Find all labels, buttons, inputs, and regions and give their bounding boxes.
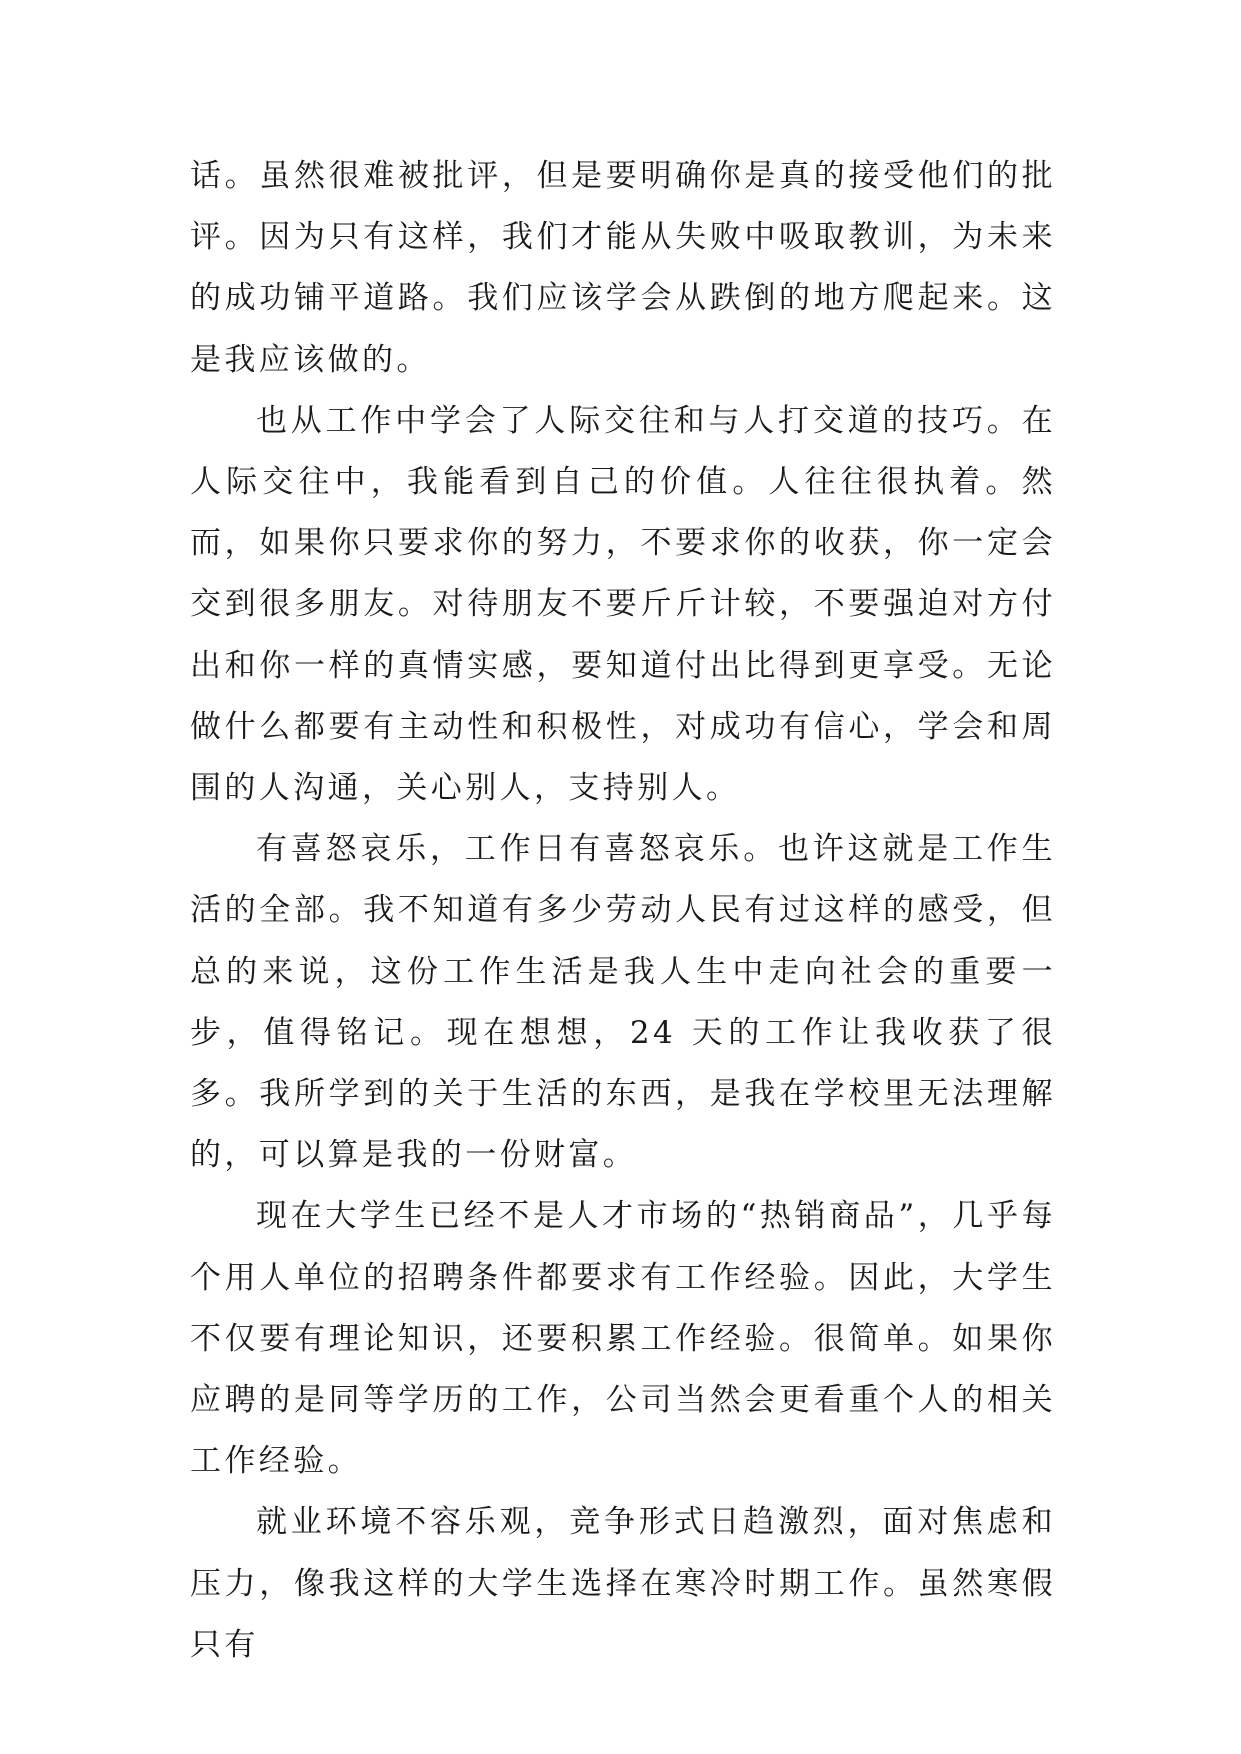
paragraph-3: 有喜怒哀乐，工作日有喜怒哀乐。也许这就是工作生活的全部。我不知道有多少劳动人民有过这样的感受，但总的来说，这份工作生活是我人生中走向社会的重要一步，值得铭记。现在想想，24 天的工作让我收获了很多。我所学到的关于生活的东西，是我在学校里无法理解的，可以算是我的一份财富。 xyxy=(190,831,1056,1174)
paragraph-5: 就业环境不容乐观，竞争形式日趋激烈，面对焦虑和压力，像我这样的大学生选择在寒冷时期工作。虽然寒假只有 xyxy=(190,1504,1056,1663)
body-text xyxy=(190,146,1056,1676)
paragraph-1: 话。虽然很难被批评，但是要明确你是真的接受他们的批评。因为只有这样，我们才能从失败中吸取教训，为未来的成功铺平道路。我们应该学会从跌倒的地方爬起来。这是我应该做的。 xyxy=(190,158,1056,378)
paragraph-2: 也从工作中学会了人际交往和与人打交道的技巧。在人际交往中，我能看到自己的价值。人往往很执着。然而，如果你只要求你的努力，不要求你的收获，你一定会交到很多朋友。对待朋友不要斤斤计较，不要强迫对方付出和你一样的真情实感，要知道付出比得到更享受。无论做什么都要有主动性和积极性，对成功有信心，学会和周围的人沟通，关心别人，支持别人。 xyxy=(190,402,1056,807)
paragraph-4: 现在大学生已经不是人才市场的“热销商品”，几乎每个用人单位的招聘条件都要求有工作经验。因此，大学生不仅要有理论知识，还要积累工作经验。很简单。如果你应聘的是同等学历的工作，公司当然会更看重个人的相关工作经验。 xyxy=(190,1198,1056,1480)
